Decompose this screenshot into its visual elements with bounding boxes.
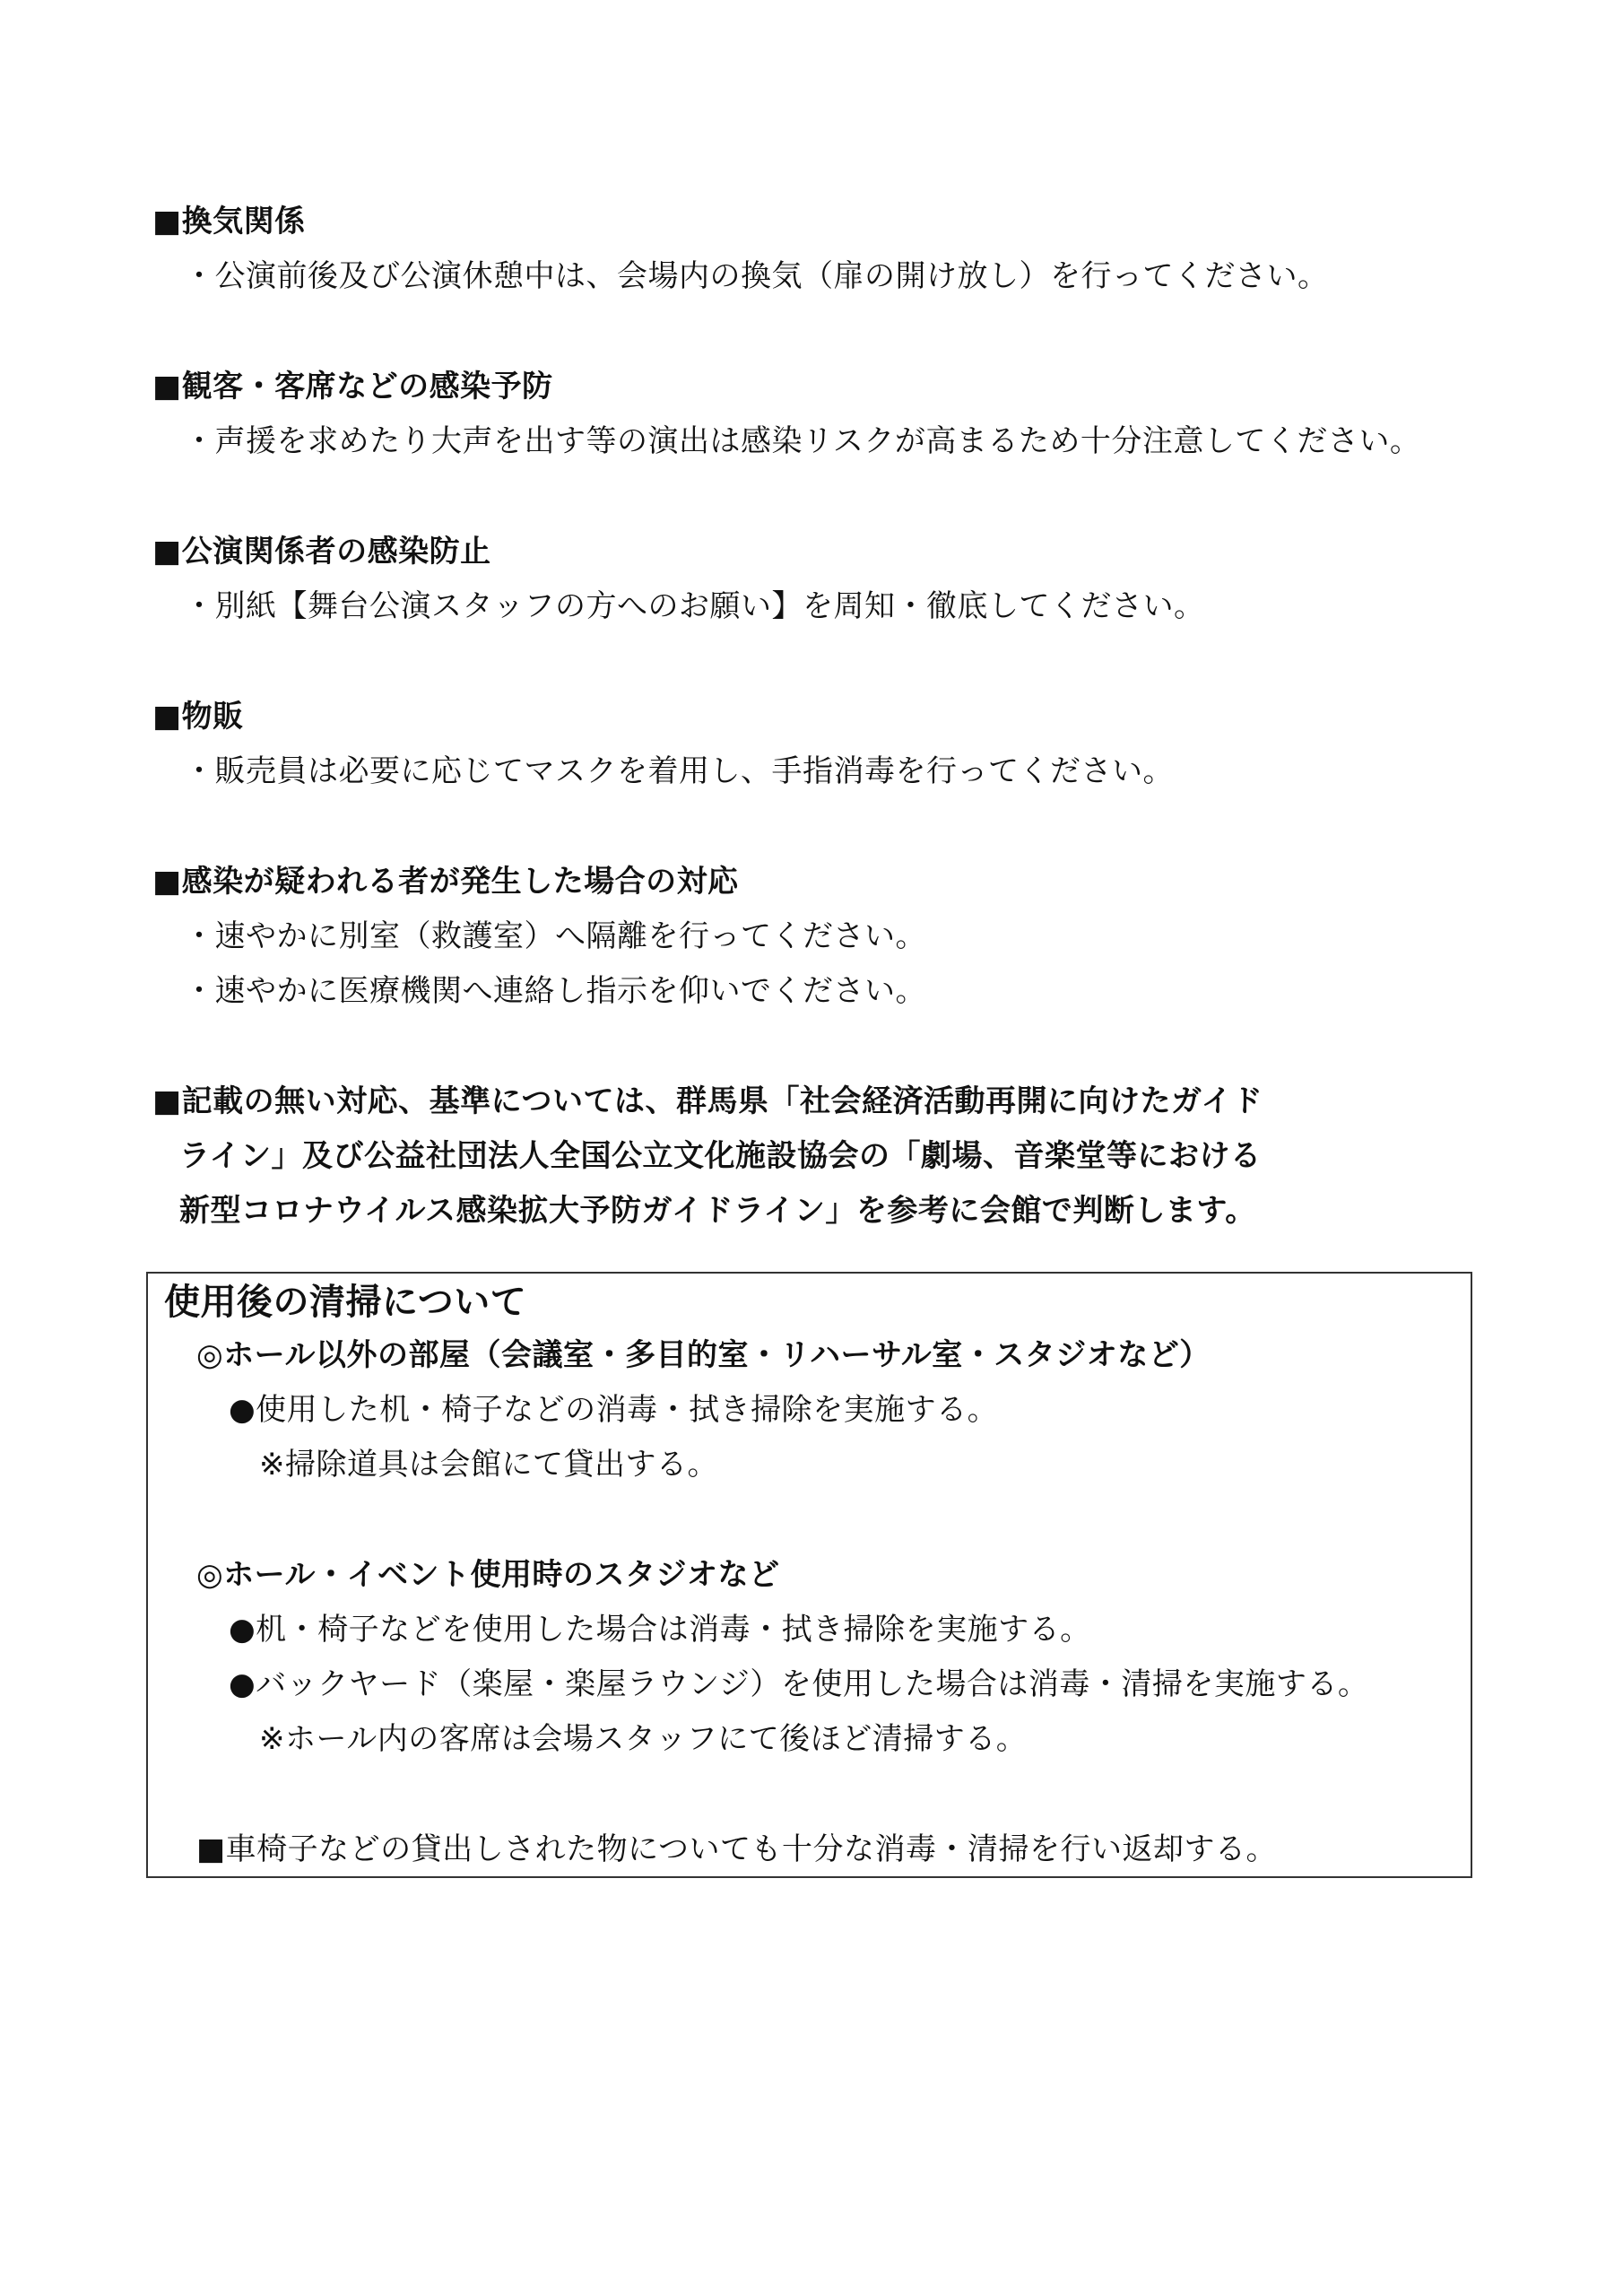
section-item: ・販売員は必要に応じてマスクを着用し、手指消毒を行ってください。 bbox=[184, 753, 1174, 789]
cleaning-info-box bbox=[146, 1272, 1472, 1878]
note-line: ■記載の無い対応、基準については、群馬県「社会経済活動再開に向けたガイド bbox=[152, 1083, 1263, 1119]
note-line: 新型コロナウイルス感染拡大予防ガイドライン」を参考に会館で判断します。 bbox=[179, 1193, 1256, 1229]
section-item: ・速やかに医療機関へ連絡し指示を仰いでください。 bbox=[184, 973, 926, 1009]
section-item: ・声援を求めたり大声を出す等の演出は感染リスクが高まるため十分注意してください。 bbox=[184, 423, 1421, 459]
note-line: ライン」及び公益社団法人全国公立文化施設協会の「劇場、音楽堂等における bbox=[179, 1138, 1262, 1174]
section-heading-audience: ■観客・客席などの感染予防 bbox=[152, 369, 553, 404]
section-heading-staff: ■公演関係者の感染防止 bbox=[152, 534, 491, 570]
cleaning-note: ※掃除道具は会館にて貸出する。 bbox=[259, 1447, 718, 1483]
cleaning-footer: ■車椅子などの貸出しされた物についても十分な消毒・清掃を行い返却する。 bbox=[196, 1831, 1277, 1867]
section-heading-merchandise: ■物販 bbox=[152, 699, 244, 735]
section-item: ・別紙【舞台公演スタッフの方へのお願い】を周知・徹底してください。 bbox=[184, 588, 1205, 624]
cleaning-box-title: 使用後の清掃について bbox=[164, 1282, 527, 1323]
cleaning-group-heading-hall: ◎ホール・イベント使用時のスタジオなど bbox=[196, 1557, 780, 1593]
cleaning-bullet: ●使用した机・椅子などの消毒・拭き掃除を実施する。 bbox=[229, 1392, 999, 1428]
cleaning-group-heading-rooms: ◎ホール以外の部屋（会議室・多目的室・リハーサル室・スタジオなど） bbox=[196, 1337, 1211, 1373]
cleaning-bullet: ●バックヤード（楽屋・楽屋ラウンジ）を使用した場合は消毒・清掃を実施する。 bbox=[229, 1666, 1369, 1702]
section-item: ・速やかに別室（救護室）へ隔離を行ってください。 bbox=[184, 918, 926, 954]
section-heading-suspected-case: ■感染が疑われる者が発生した場合の対応 bbox=[152, 864, 739, 900]
cleaning-bullet: ●机・椅子などを使用した場合は消毒・拭き掃除を実施する。 bbox=[229, 1612, 1091, 1648]
section-heading-ventilation: ■換気関係 bbox=[152, 204, 306, 239]
section-item: ・公演前後及び公演休憩中は、会場内の換気（扉の開け放し）を行ってください。 bbox=[184, 258, 1329, 294]
cleaning-note: ※ホール内の客席は会場スタッフにて後ほど清掃する。 bbox=[259, 1721, 1028, 1757]
